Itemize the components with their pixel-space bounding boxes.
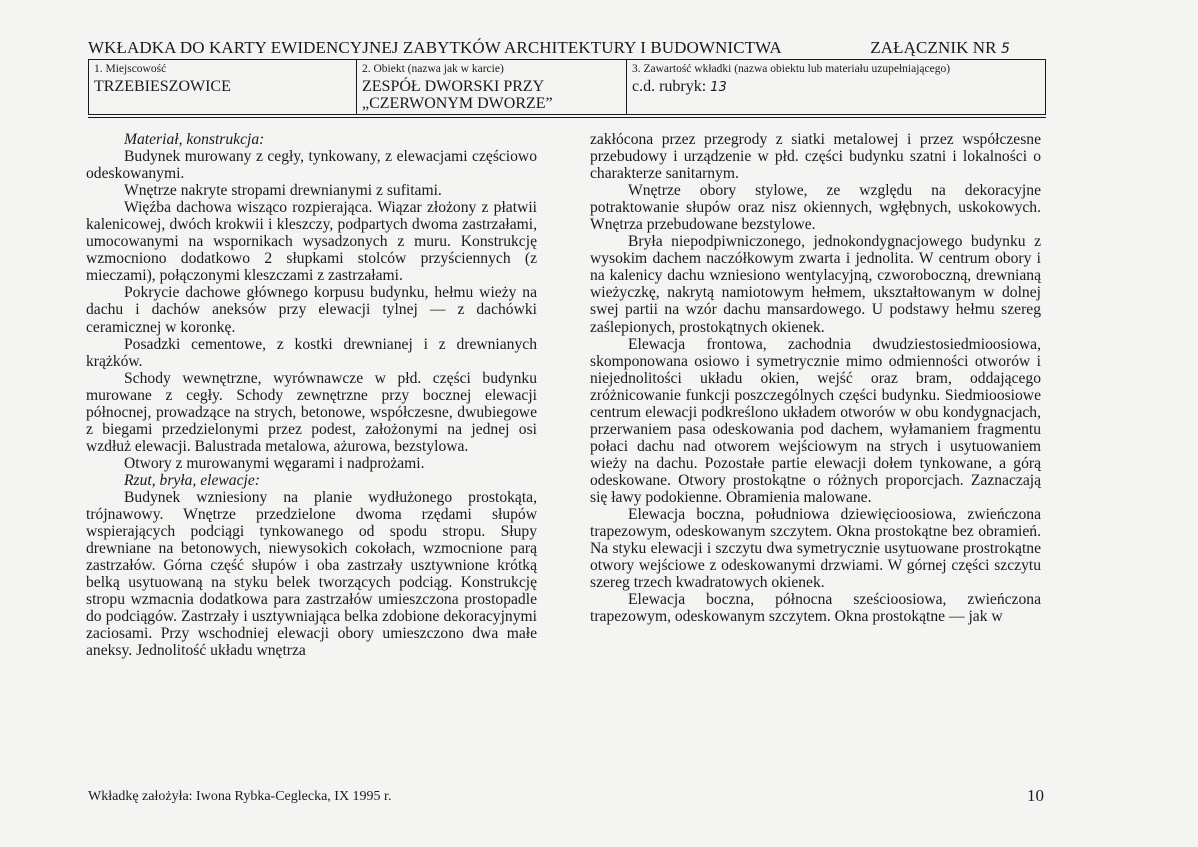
- contents-value: c.d. rubryk: 13: [632, 78, 727, 95]
- attachment-label: ZAŁĄCZNIK NR 5: [870, 38, 1010, 57]
- paragraph: Otwory z murowanymi węgarami i nadprożami.: [124, 454, 425, 472]
- left-column: [86, 131, 537, 659]
- paragraph: Elewacja boczna, północna sześcioosiowa, zwieńczona trapezowym, odeskowanym szczytem. Okna prostokątne — jak w: [590, 591, 1041, 626]
- paragraph: Posadzki cementowe, z kostki drewnianej i z drewnianych krążków.: [86, 335, 537, 370]
- locality-label: 1. Miejscowość: [94, 63, 167, 75]
- paragraph: Elewacja frontowa, zachodnia dwudziestosiedmioosiowa, skomponowana osiowo i symetrycznie mimo odmienności otworów i niejednolitości układu okien, wejść oraz bram, oddającego zróżnicowanie funkcji poszczególnych części budynku. Siedmioosiowe centrum elewacji podkreślono układem otworów w obu kondygnacjach, przerwaniem pasa odeskowania pod dachem, wyłamaniem fragmentu połaci dachu nad otworem wejściowym na strych i usytuowaniem wieży na dachu. Pozostałe partie elewacji dołem tynkowane, a górą odeskowane. Otwory prostokątne o różnych proporcjach. Zaznaczają się ławy podokienne. Obramienia malowane.: [590, 335, 1041, 506]
- section-heading: Rzut, bryła, elewacje:: [124, 471, 260, 489]
- page-title: WKŁADKA DO KARTY EWIDENCYJNEJ ZABYTKÓW ARCHITEKTURY I BUDOWNICTWA: [88, 38, 782, 57]
- right-column: [590, 131, 1041, 625]
- paragraph: Pokrycie dachowe głównego korpusu budynku, hełmu wieży na dachu i dachów aneksów przy elewacji tylnej — z dachówki ceramicznej w koronkę.: [86, 284, 537, 336]
- paragraph: Wnętrze obory stylowe, ze względu na dekoracyjne potraktowanie słupów oraz nisz okiennych, wgłębnych, uskokowych. Wnętrza przebudowane bezstylowe.: [590, 182, 1041, 234]
- locality-cell: [89, 60, 357, 114]
- paragraph: Bryła niepodpiwniczonego, jednokondygnacjowego budynku z wysokim dachem naczółkowym zwarta i jednolita. W centrum obory i na kalenicy dachu wzniesiono wentylacyjną, czworoboczną, drewnianą wieżyczkę, nakrytą namiotowym hełmem, ukształtowanym w dolnej swej partii na wzór dachu mansardowego. U podstawy hełmu szereg zaślepionych, prostokątnych okienek.: [590, 233, 1041, 336]
- record-header-table: [88, 59, 1046, 115]
- object-value-line-1: ZESPÓŁ DWORSKI PRZY: [362, 78, 545, 95]
- object-label: 2. Obiekt (nazwa jak w karcie): [362, 63, 504, 75]
- paragraph: Elewacja boczna, południowa dziewięcioosiowa, zwieńczona trapezowym, odeskowanym szczytem. Okna prostokątne bez obramień. Na styku elewacji i szczytu dwa symetrycznie usytuowane prostrokątne otwory wejściowe z odeskowanymi drzwiami. W górnej części szczytu szereg trzech kwadratowych okienek.: [590, 506, 1041, 592]
- page-number: 10: [1027, 786, 1044, 805]
- paragraph: Schody wewnętrzne, wyrównawcze w płd. części budynku murowane z cegły. Schody zewnętrzne przy bocznej elewacji północnej, prowadzące na strych, betonowe, współczesne, dwubiegowe z biegami przedzielonymi przez podest, założonymi na jednej osi wzdłuż elewacji. Balustrada metalowa, ażurowa, bezstylowa.: [86, 369, 537, 455]
- paragraph: Budynek wzniesiony na planie wydłużonego prostokąta, trójnawowy. Wnętrze przedzielone dwoma rzędami słupów wspierających podciągi tynkowanego od spodu stropu. Słupy drewniane na betonowych, niewysokich cokołach, wzmocnione parą zastrzałów. Górna część słupów i oba zastrzały usztywnione krótką belką usytuowaną na styku belek tworzących podciąg. Konstrukcję stropu wzmacnia dodatkowa para zastrzałów umieszczona prostopadle do podciągów. Zastrzały i usztywniająca belka zdobione dekoracyjnymi zaciosami. Przy wschodniej elewacji obory umieszczono dwa małe aneksy. Jednolitość układu wnętrza: [86, 488, 537, 660]
- author-note: Wkładkę założyła: Iwona Rybka-Ceglecka, IX 1995 r.: [88, 789, 392, 804]
- attachment-number: 5: [1000, 41, 1010, 57]
- locality-value: TRZEBIESZOWICE: [94, 78, 231, 95]
- paragraph: zakłócona przez przegrody z siatki metalowej i przez współczesne przebudowy i urządzenie w płd. części budynku szatni i lokalności o charakterze sanitarnym.: [590, 131, 1041, 183]
- contents-cell: [627, 60, 1045, 114]
- section-heading: Materiał, konstrukcja:: [124, 131, 265, 148]
- object-cell: [357, 60, 627, 114]
- header-divider: [88, 117, 1046, 118]
- paragraph: Budynek murowany z cegły, tynkowany, z elewacjami częściowo odeskowanymi.: [86, 148, 537, 183]
- paragraph: Więźba dachowa wisząco rozpierająca. Wiązar złożony z płatwii kalenicowej, dwóch krokwii i kleszczy, podpartych dwoma zastrzałami, umocowanymi na wspornikach wysadzonych z muru. Konstrukcję wzmocniono dodatkowo 2 słupkami stolców przyściennych (z mieczami), połączonymi kleszczami z zastrzałami.: [86, 199, 537, 285]
- object-value-line-2: „CZERWONYM DWORZE”: [362, 95, 553, 112]
- paragraph: Wnętrze nakryte stropami drewnianymi z sufitami.: [124, 182, 442, 200]
- contents-number: 13: [710, 80, 727, 95]
- contents-label: 3. Zawartość wkładki (nazwa obiektu lub materiału uzupełniającego): [632, 63, 951, 75]
